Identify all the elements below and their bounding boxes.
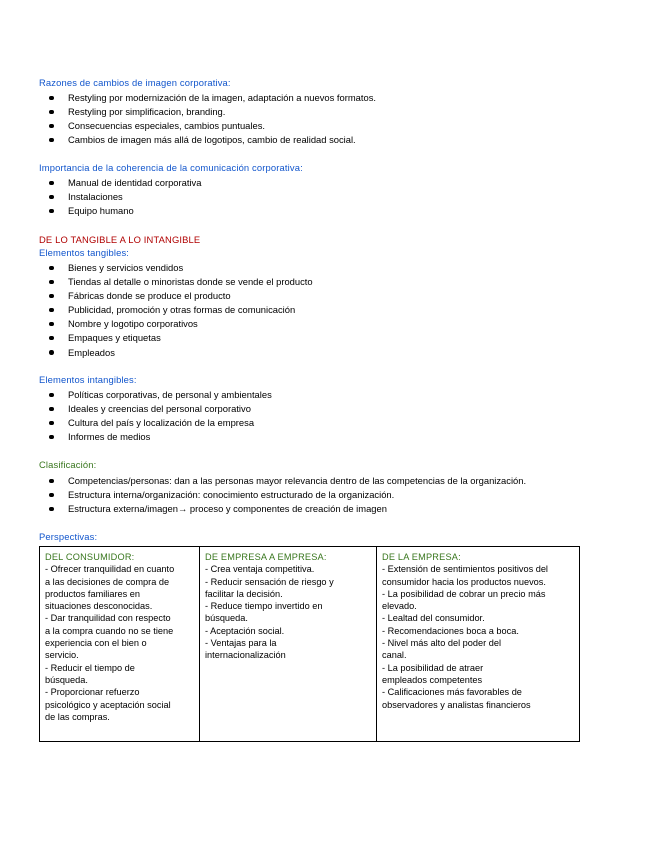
bullet-icon <box>49 209 54 214</box>
razones-list <box>0 91 376 147</box>
cell-line: situaciones desconocidas. <box>45 601 153 612</box>
cell-line: - Reducir sensación de riesgo y <box>205 576 334 587</box>
cell-line: a la compra cuando no se tiene <box>45 625 174 636</box>
list-item: Instalaciones <box>0 190 201 204</box>
cell-line: psicológico y aceptación social <box>45 699 171 710</box>
cell-line: - La posibilidad de cobrar un precio más <box>382 588 546 599</box>
bullet-icon <box>49 479 54 484</box>
cell-line: de las compras. <box>45 711 110 722</box>
bullet-icon <box>49 110 54 115</box>
bullet-icon <box>49 435 54 440</box>
consumidor-header: DEL CONSUMIDOR: <box>45 552 135 562</box>
cell-line: empleados competentes <box>382 674 483 685</box>
cell-line: - La posibilidad de atraer <box>382 662 484 673</box>
bullet-icon <box>49 266 54 271</box>
list-item: Fábricas donde se produce el producto <box>0 289 313 303</box>
cell-line: - Calificaciones más favorables de <box>382 687 522 698</box>
bullet-icon <box>49 138 54 143</box>
cell-line: productos familiares en <box>45 588 140 599</box>
consumidor-cell <box>40 547 200 742</box>
empresa-a-empresa-cell <box>200 547 377 742</box>
cell-line: - Ventajas para la <box>205 638 277 649</box>
bullet-icon <box>49 407 54 412</box>
bullet-icon <box>49 507 54 512</box>
list-item: Bienes y servicios vendidos <box>0 261 313 275</box>
perspectivas-table <box>39 546 580 742</box>
cell-line: - Reduce tiempo invertido en <box>205 601 323 612</box>
razones-heading: Razones de cambios de imagen corporativa: <box>39 77 231 88</box>
cell-line: - Proporcionar refuerzo <box>45 687 140 698</box>
list-item: Políticas corporativas, de personal y ambientales <box>0 388 272 402</box>
bullet-icon <box>49 393 54 398</box>
cell-line: servicio. <box>45 650 79 661</box>
table-row <box>40 547 580 742</box>
de-la-empresa-header: DE LA EMPRESA: <box>382 552 461 562</box>
cell-line: consumidor hacia los productos nuevos. <box>382 576 546 587</box>
cell-line: - Aceptación social. <box>205 625 285 636</box>
bullet-icon <box>49 350 54 355</box>
intangibles-list <box>0 388 272 444</box>
list-item: Informes de medios <box>0 430 272 444</box>
de-la-empresa-cell <box>377 547 580 742</box>
bullet-icon <box>49 493 54 498</box>
bullet-icon <box>49 124 54 129</box>
cell-line: facilitar la decisión. <box>205 588 283 599</box>
cell-line: canal. <box>382 650 407 661</box>
list-item: Publicidad, promoción y otras formas de comunicación <box>0 303 313 317</box>
bullet-icon <box>49 322 54 327</box>
bullet-icon <box>49 421 54 426</box>
tangible-intangible-heading: DE LO TANGIBLE A LO INTANGIBLE <box>39 234 201 245</box>
cell-line: observadores y analistas financieros <box>382 699 531 710</box>
list-item: Nombre y logotipo corporativos <box>0 317 313 331</box>
list-item: Tiendas al detalle o minoristas donde se vende el producto <box>0 275 313 289</box>
list-item: Estructura interna/organización: conocimiento estructurado de la organización. <box>0 488 526 502</box>
cell-line: - Dar tranquilidad con respecto <box>45 613 171 624</box>
cell-line: - Recomendaciones boca a boca. <box>382 625 519 636</box>
list-item: Ideales y creencias del personal corporativo <box>0 402 272 416</box>
list-item: Consecuencias especiales, cambios puntuales. <box>0 119 376 133</box>
list-item: Empaques y etiquetas <box>0 331 313 345</box>
bullet-icon <box>49 195 54 200</box>
bullet-icon <box>49 96 54 101</box>
cell-line: - Extensión de sentimientos positivos del <box>382 564 548 575</box>
list-item: Restyling por simplificacion, branding. <box>0 105 376 119</box>
clasificacion-heading: Clasificación: <box>39 459 97 470</box>
list-item: Competencias/personas: dan a las personas mayor relevancia dentro de las competencias de la organización. <box>0 474 526 488</box>
list-item: Empleados <box>0 346 313 360</box>
perspectivas-heading: Perspectivas: <box>39 531 98 542</box>
cell-line: - Ofrecer tranquilidad en cuanto <box>45 564 175 575</box>
cell-line: - Crea ventaja competitiva. <box>205 564 315 575</box>
bullet-icon <box>49 336 54 341</box>
intangibles-heading: Elementos intangibles: <box>39 374 137 385</box>
importancia-heading: Importancia de la coherencia de la comunicación corporativa: <box>39 162 303 173</box>
cell-line: búsqueda. <box>205 613 248 624</box>
bullet-icon <box>49 294 54 299</box>
cell-line: - Lealtad del consumidor. <box>382 613 485 624</box>
list-item: Restyling por modernización de la imagen, adaptación a nuevos formatos. <box>0 91 376 105</box>
empresa-a-empresa-header: DE EMPRESA A EMPRESA: <box>205 552 327 562</box>
list-item: Manual de identidad corporativa <box>0 176 201 190</box>
bullet-icon <box>49 308 54 313</box>
cell-line: - Reducir el tiempo de <box>45 662 135 673</box>
list-item: Equipo humano <box>0 204 201 218</box>
list-item: Cultura del país y localización de la empresa <box>0 416 272 430</box>
clasificacion-list <box>0 474 526 516</box>
tangibles-heading: Elementos tangibles: <box>39 247 130 258</box>
cell-line: búsqueda. <box>45 674 88 685</box>
cell-line: internacionalización <box>205 650 286 661</box>
tangibles-list <box>0 261 313 360</box>
list-item: Estructura externa/imagen→ proceso y componentes de creación de imagen <box>0 502 526 516</box>
cell-line: elevado. <box>382 601 417 612</box>
bullet-icon <box>49 280 54 285</box>
bullet-icon <box>49 181 54 186</box>
cell-line: experiencia con el bien o <box>45 638 147 649</box>
cell-line: - Nivel más alto del poder del <box>382 638 501 649</box>
cell-line: a las decisiones de compra de <box>45 576 170 587</box>
list-item: Cambios de imagen más allá de logotipos, cambio de realidad social. <box>0 133 376 147</box>
importancia-list <box>0 176 201 218</box>
